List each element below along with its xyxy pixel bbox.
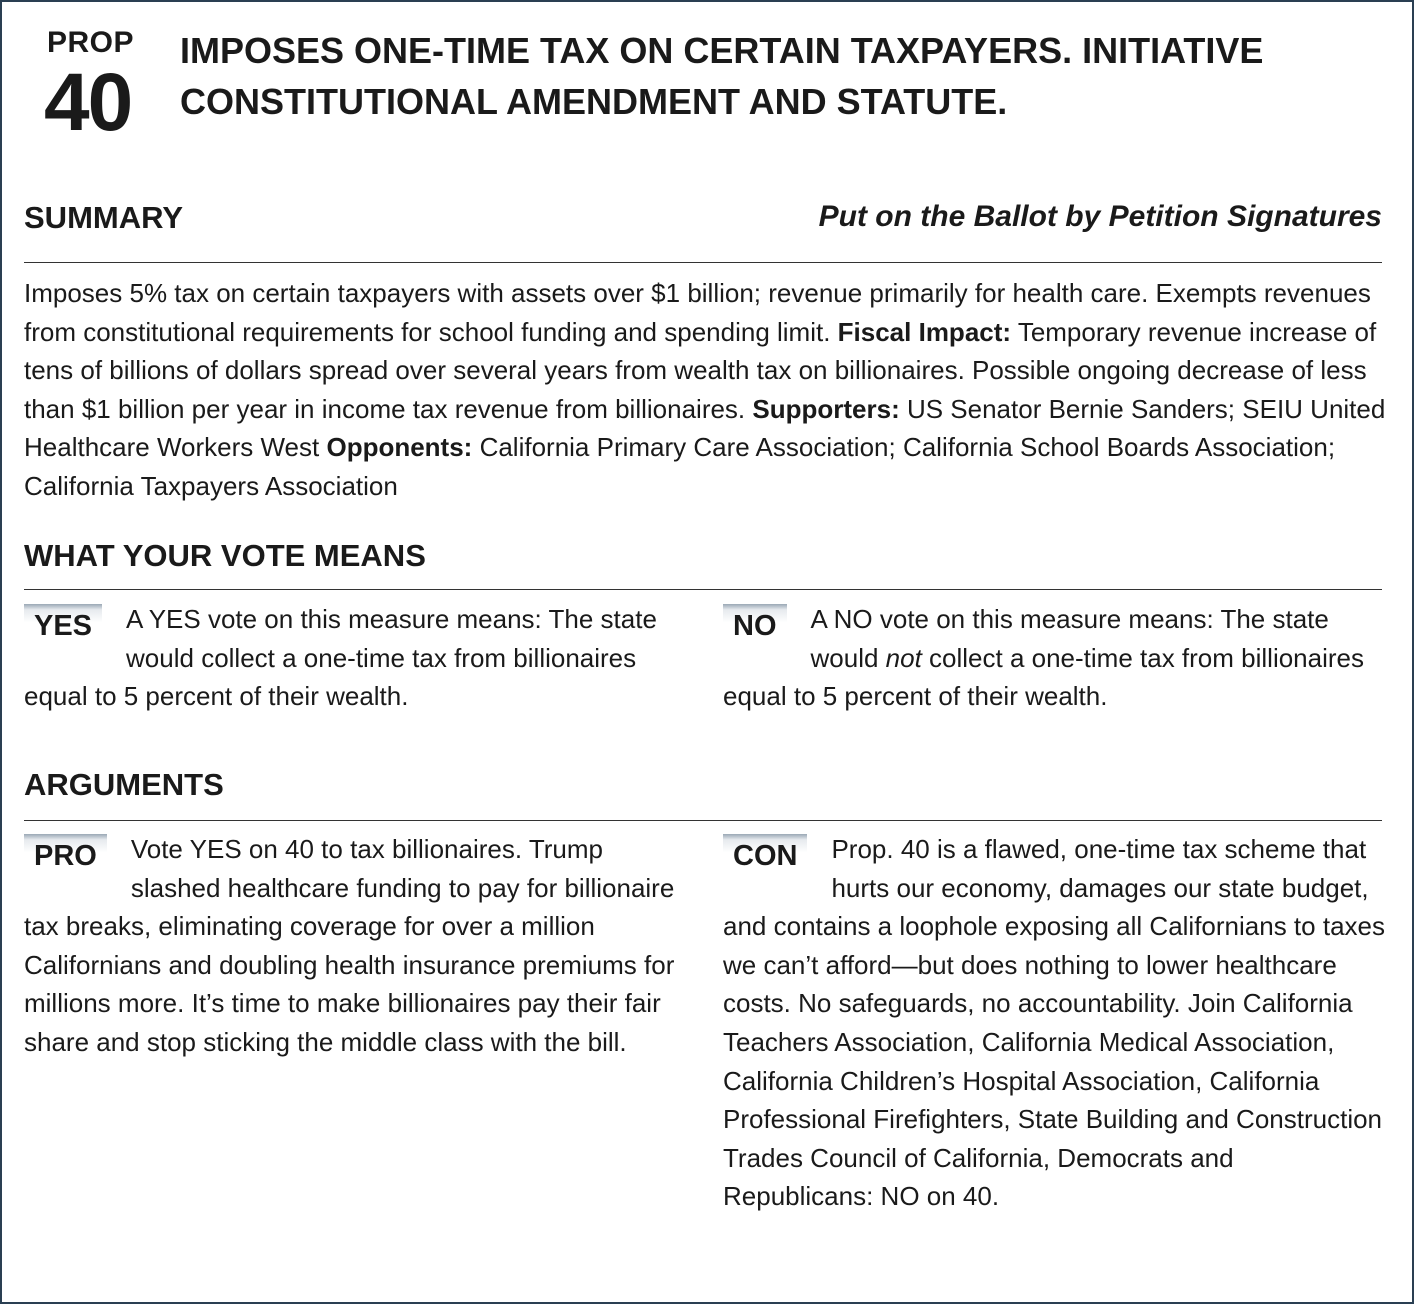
prop-label: PROP [47, 26, 135, 59]
prop-number: 40 [44, 57, 132, 148]
fiscal-impact-text: Temporary revenue increase of tens of billions of dollars spread over several years from wealth tax on billionaires. Possible ongoing decrease of less than $1 billion per year in income tax revenue from billionaires. [24, 316, 1377, 424]
no-vote-text: A NO vote on this measure means: The state would [810, 604, 1329, 673]
fiscal-impact-label: Fiscal Impact: [837, 316, 1012, 347]
summary-text [24, 274, 1394, 506]
arguments-divider [24, 820, 1382, 821]
yes-badge: YES [24, 604, 102, 645]
pro-argument-block [24, 830, 692, 1062]
arguments-heading: ARGUMENTS [24, 767, 224, 802]
yes-vote-text: A YES vote on this measure means: The state would collect a one-time tax from billionaires equal to 5 percent of their wealth. [24, 604, 657, 712]
vote-means-divider [24, 589, 1382, 590]
opponents-text: California Primary Care Association; California School Boards Association; California Taxpayers Association [24, 432, 1336, 501]
con-badge: CON [723, 834, 807, 875]
con-argument-block [723, 830, 1388, 1216]
no-vote-text-end: collect a one-time tax from billionaires equal to 5 percent of their wealth. [723, 642, 1364, 712]
vote-means-heading: WHAT YOUR VOTE MEANS [24, 538, 426, 573]
supporters-label: Supporters: [752, 393, 900, 424]
ballot-source: Put on the Ballot by Petition Signatures [818, 200, 1382, 233]
no-badge: NO [723, 604, 787, 645]
no-vote-emphasis: not [885, 642, 922, 673]
pro-argument-text: Vote YES on 40 to tax billionaires. Trump slashed healthcare funding to pay for billionaire tax breaks, eliminating coverage for over a million Californians and doubling health insurance premiums for millions more. It’s time to make billionaires pay their fair share and stop sticking the middle class with the bill. [24, 834, 675, 1057]
summary-divider [24, 262, 1382, 263]
pro-badge: PRO [24, 834, 107, 875]
summary-intro: Imposes 5% tax on certain taxpayers with assets over $1 billion; revenue primarily for health care. Exempts revenues from constitutional requirements for school funding and spending limit. [24, 278, 1371, 347]
no-vote-block [723, 600, 1383, 716]
yes-vote-block [24, 600, 692, 716]
supporters-text: US Senator Bernie Sanders; SEIU United Healthcare Workers West [24, 393, 1386, 463]
measure-title: IMPOSES ONE-TIME TAX ON CERTAIN TAXPAYERS. INITIATIVE CONSTITUTIONAL AMENDMENT AND STATUTE. [180, 30, 1264, 122]
opponents-label: Opponents: [326, 432, 473, 463]
summary-heading: SUMMARY [24, 200, 184, 235]
con-argument-text: Prop. 40 is a flawed, one-time tax scheme that hurts our economy, damages our state budget, and contains a loophole exposing all Californians to taxes we can’t afford—but does nothing to lower healthcare costs. No safeguards, no accountability. Join California Teachers Association, California Medical Association, California Children’s Hospital Association, California Professional Firefighters, State Building and Construction Trades Council of California, Democrats and Republicans: NO on 40. [723, 834, 1385, 1212]
